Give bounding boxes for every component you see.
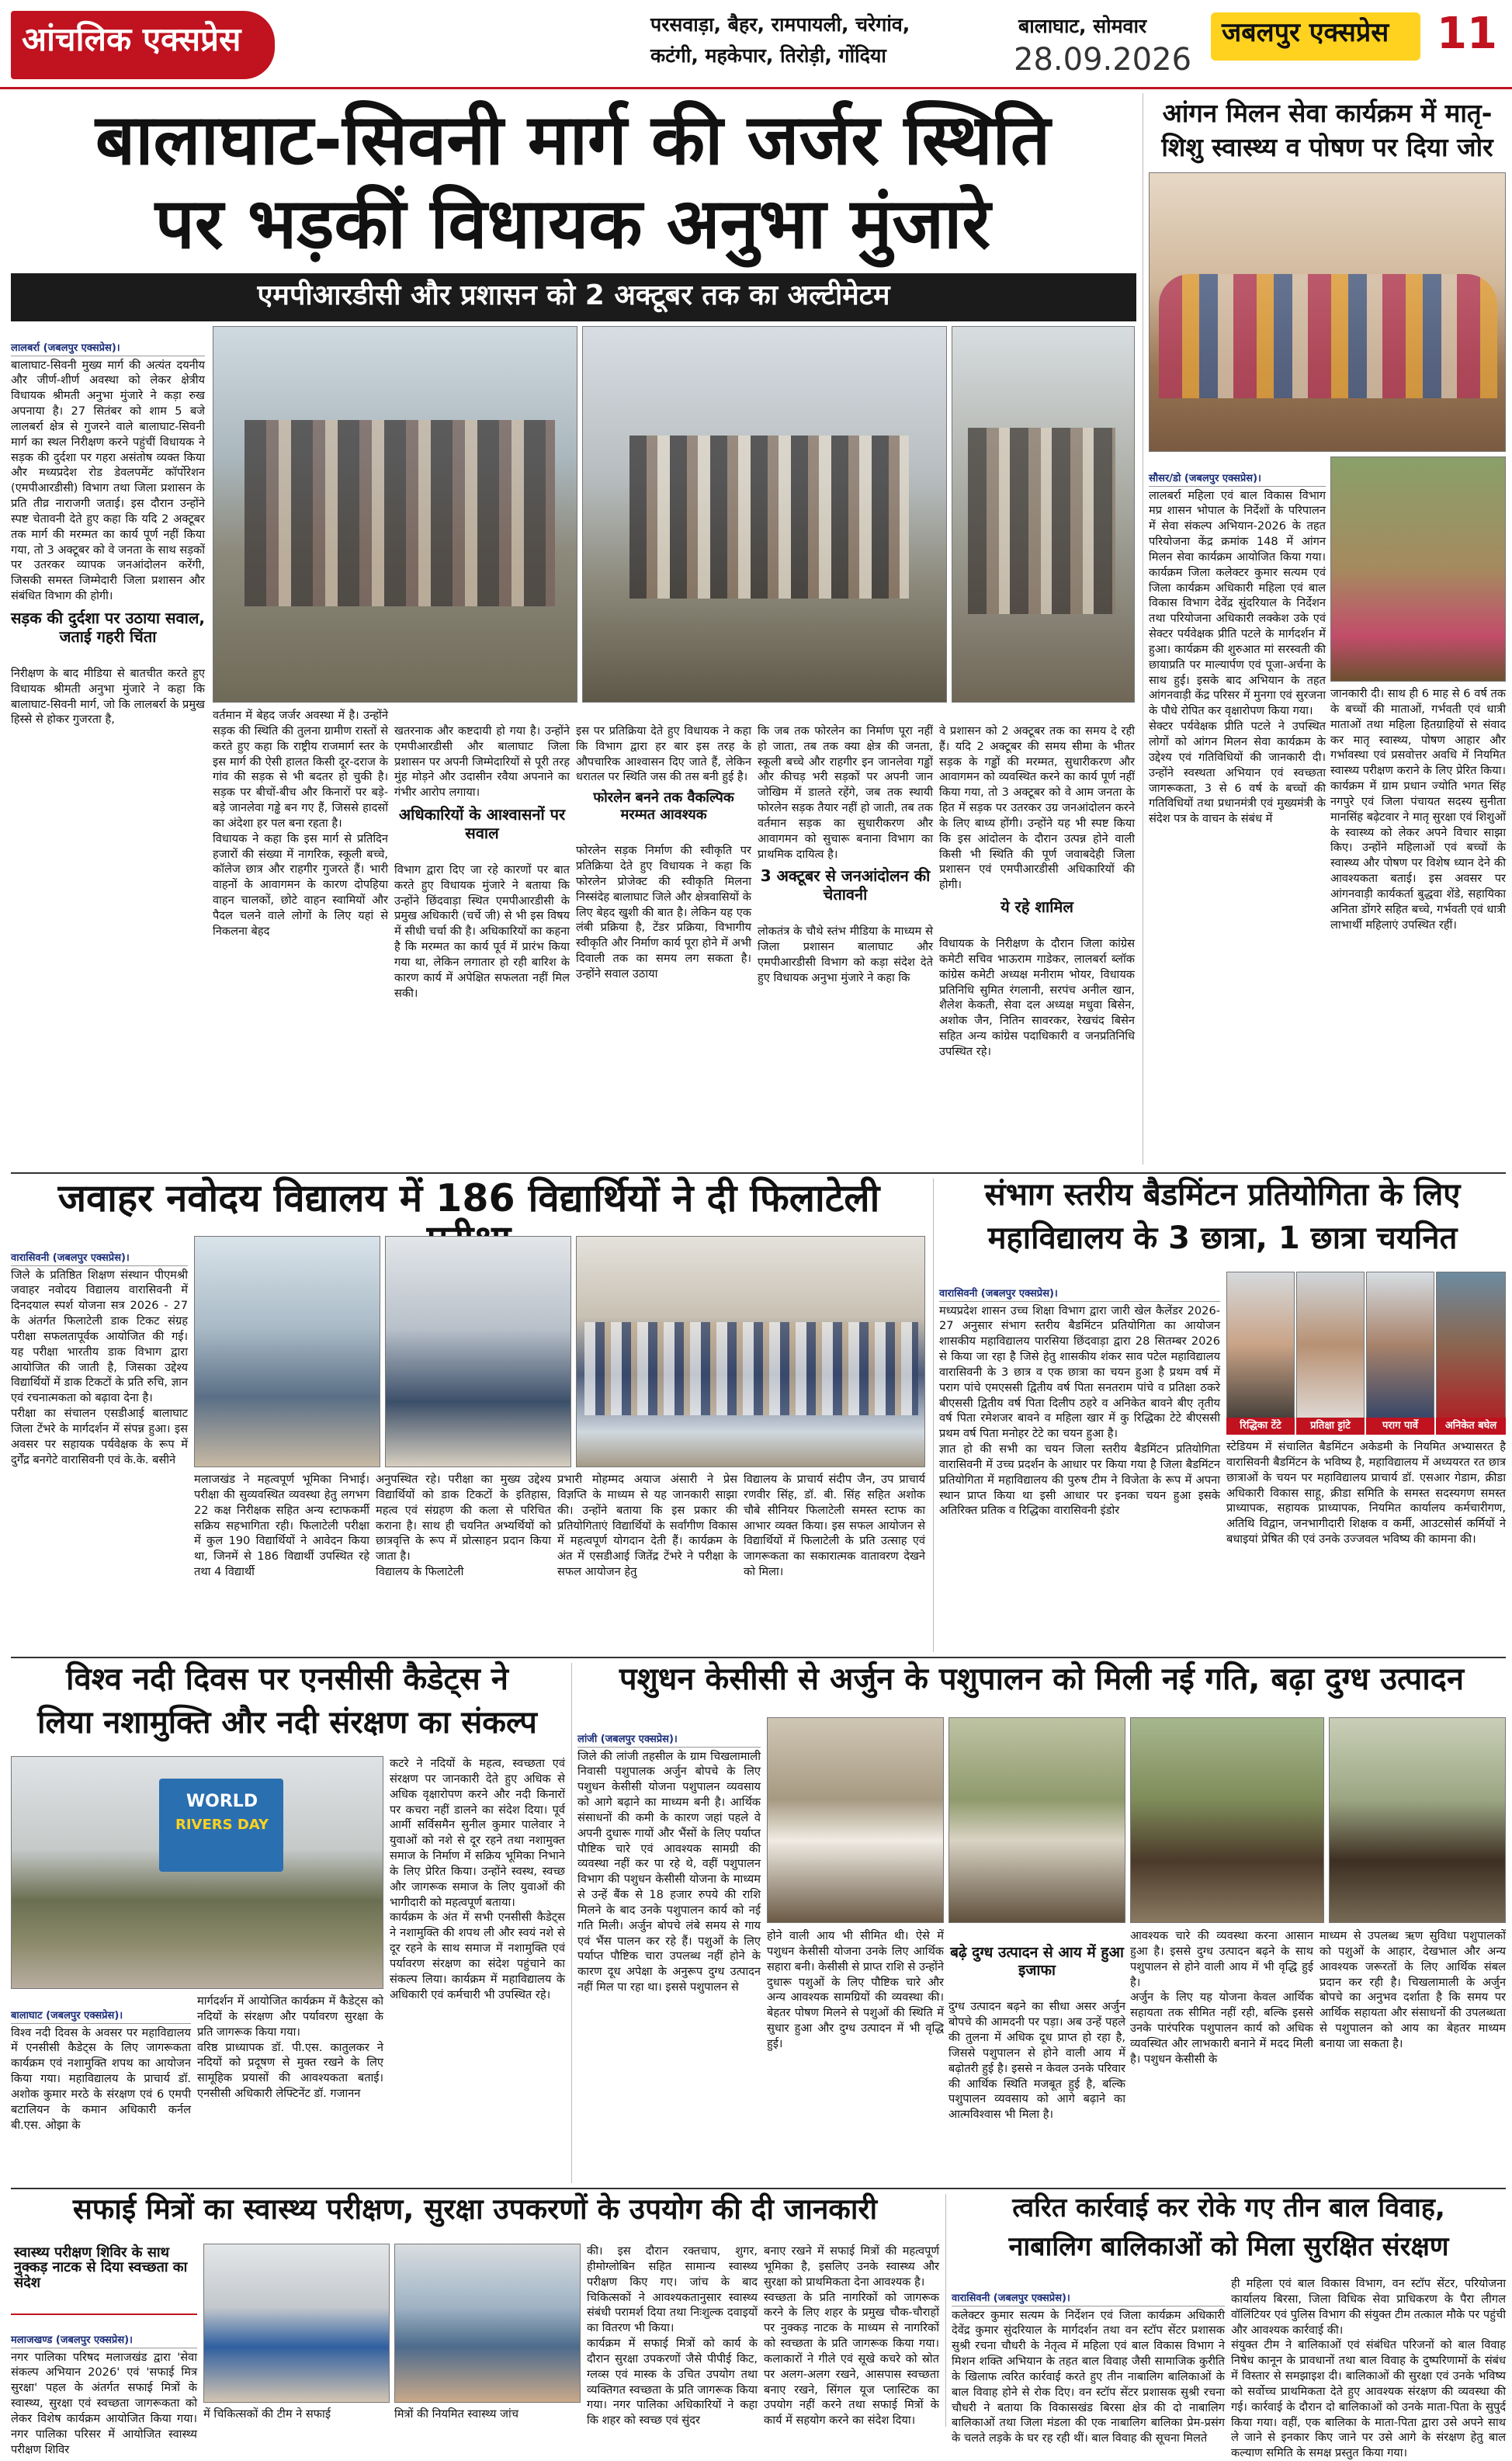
photo-road-inspection-1 <box>213 326 577 703</box>
livestock-col-5: माध्यम से उपलब्ध ऋण सुविधा पशुपालकों को पशुओं के आहार, देखभाल और अन्य आवश्यक जरूरतों के लिए आर्थिक संबल प्रदान कर रही है। चिखलामाली के अर्जुन बोपचे का अनुभव दर्शाता है कि समय पर आर्थिक सहायता और संसाधनों की उपलब्धता से पशुपालन को आय का बेहतर माध्यम बनाया जा सकता है। <box>1320 1929 1506 2050</box>
livestock-text-3: दुग्ध उत्पादन बढ़ने का सीधा असर अर्जुन बोपचे की आमदनी पर पड़ा। अब उन्हें पहले की तुलना में अधिक दूध प्राप्त हो रहा है, जिससे पशुपालन से होने वाली आय में बढ़ोतरी हुई है। इससे न केवल उनके परिवार की आर्थिक स्थिति मजबूत हुई है, बल्कि पशुपालन व्यवसाय को आगे बढ़ाने का आत्मविश्वास भी मिला है। <box>948 2000 1125 2122</box>
lead-text-5a: कि जब तक फोरलेन का निर्माण पूरा नहीं हो जाता, तब तक क्या क्षेत्र की जनता, स्कूली बच्चे और राहगीर इन जानलेवा गड्ढों और कीचड़ भरी सड़कों पर अपनी जान जोखिम में डालते रहेंगे, जब तक स्थायी फोरलेन सड़क तैयार नहीं हो जाती, तब तक वर्तमान सड़क का सुधारीकरण और आवागमन को सुचारू बनाना विभाग का प्राथमिक दायित्व है। <box>758 724 933 861</box>
photo-ncc-cadets <box>11 1756 383 1989</box>
caption-player-4: अनिकेत बघेल <box>1436 1418 1506 1435</box>
lead-text-1a: बालाघाट-सिवनी मुख्य मार्ग की अत्यंत दयनीय और जीर्ण-शीर्ण अवस्था को लेकर क्षेत्रीय विधायक श्रीमती अनुभा मुंजारे ने कड़ा रुख अपनाया है। 27 सितंबर को शाम 5 बजे लालबर्रा क्षेत्र से गुजरने वाले बालाघाट-सिवनी मार्ग का स्थल निरीक्षण करने पहुंचीं विधायक ने सड़क की दुर्दशा पर गहरा असंतोष व्यक्त किया और मध्यप्रदेश रोड डेवलपमेंट कॉर्पोरेशन (एमपीआरडीसी) विभाग तथा जिला प्रशासन के प्रति तीव्र नाराजगी जताई। इस दौरान उन्होंने स्पष्ट चेतावनी देते हुए कहा कि यदि 2 अक्टूबर तक मार्ग की मरम्मत का कार्य पूर्ण नहीं किया गया, तो 3 अक्टूबर को वे जनता के साथ सड़कों पर उतरकर व्यापक जनआंदोलन करेंगी, जिसकी समस्त जिम्मेदारी जिला प्रशासन और संबंधित विभाग की होगी। <box>11 358 205 603</box>
ncc-col-3: मार्गदर्शन में आयोजित कार्यक्रम में कैडेट्स को नदियों के संरक्षण और पर्यावरण सुरक्षा के प्रति जागरूक किया गया। वरिष्ठ प्राध्यापक डॉ. पी.एस. कातुलकर ने नदियों को प्रदूषण से मुक्त रखने के लिए सामूहिक प्रयासों की आवश्यकता बताई। एनसीसी अधिकारी लेफ्टिनेंट डॉ. गजानन <box>197 1994 383 2101</box>
dateline: लालबर्रा (जबलपुर एक्सप्रेस)। <box>11 342 205 356</box>
navodaya-col-2: मलाजखंड ने महत्वपूर्ण भूमिका निभाई। परीक्षा की सुव्यवस्थित व्यवस्था हेतु लगभग 22 कक्ष निरीक्षक सहित अन्य स्टाफकर्मी सक्रिय सहभागिता रही। फिलाटेली परीक्षा में कुल 190 विद्यार्थियों ने आवेदन किया था, जिनमें से 186 विद्यार्थी उपस्थित रहे तथा 4 विद्यार्थी <box>194 1473 369 1579</box>
child-marriage-headline-1: त्वरित कार्रवाई कर रोके गए तीन बाल विवाह, <box>1012 2192 1445 2223</box>
badminton-col-1 <box>939 1272 1220 1651</box>
anganwadi-col-1 <box>1149 456 1326 1167</box>
lead-crosshead-3: फोरलेन बनने तक वैकल्पिक मरम्मत आवश्यक <box>593 790 734 823</box>
lead-text-6b: विधायक के निरीक्षण के दौरान जिला कांग्रेस कमेटी सचिव भाऊराम गाडेकर, लालबर्रा ब्लॉक कांग्रेस कमेटी अध्यक्ष मनीराम भोयर, विधायक प्रतिनिधि सुमित रंगलानी, सरपंच अनील खान, शैलेश केकती, सेवा दल अध्यक्ष मधुवा बिसेन, अशोक जैन, नितिन सावरकर, रेखचंद बिसेन सहित अन्य कांग्रेस पदाधिकारी व जनप्रतिनिधि उपस्थित रहे। <box>939 936 1135 1058</box>
dateline: बालाघाट (जबलपुर एक्सप्रेस)। <box>11 2009 191 2024</box>
badminton-headline-2: महाविद्यालय के 3 छात्रा, 1 छात्रा चयनित <box>987 1220 1458 1256</box>
livestock-crosshead: बढ़े दुग्ध उत्पादन से आय में हुआ इजाफा <box>950 1943 1124 1979</box>
ncc-col-1: कटरे ने नदियों के महत्व, स्वच्छता एवं संरक्षण पर जानकारी देते हुए अधिक से अधिक वृक्षारोपण करने और नदी किनारों पर कचरा नहीं डालने का संदेश दिया। पूर्व आर्मी सर्विसमैन सुनील कुमार पालेवार ने युवाओं को नशे से दूर रहने तथा नशामुक्त समाज के निर्माण में सक्रिय भूमिका निभाने के लिए प्रेरित किया। उन्होंने स्वस्थ, स्वच्छ और जागरूक समाज के लिए युवाओं की भागीदारी को महत्वपूर्ण बताया। कार्यक्रम के अंत में सभी एनसीसी कैडेट्स ने नशामुक्ति की शपथ ली और स्वयं नशे से दूर रहने के साथ समाज में नशामुक्ति एवं पर्यावरण संरक्षण का संदेश पहुंचाने का संकल्प लिया। कार्यक्रम में महाविद्यालय के अधिकारी एवं कर्मचारी भी उपस्थित रहे। <box>390 1757 565 2001</box>
badminton-text-1: मध्यप्रदेश शासन उच्च शिक्षा विभाग द्वारा जारी खेल कैलेंडर 2026-27 अनुसार संभाग स्तरीय बैडमिंटन प्रतियोगिता का आयोजन शासकीय महाविद्यालय पारसिया छिंदवाड़ा द्वारा 28 सितम्बर 2026 से किया जा रहा है जिसे हेतु शासकीय शंकर साव पटेल महाविद्यालय वारासिवनी के 3 छात्र व एक छात्रा का चयन हुआ है प्रथम वर्ष में पराग पांचे एमएससी द्वितीय वर्ष पिता सनतराम पांचे व प्रतिक्षा ठकरे बीएससी द्वितीय वर्ष पिता दिलीप ठहरे व अनिकेत बावने बीए तृतीय वर्ष पिता रमेशजर बावने व महिला खार में कु रिद्धिका टेटे बीएससी प्रथम वर्ष पिता मनोहर टेटे का चयन हुआ है। ज्ञात हो की सभी का चयन जिला स्तरीय बैडमिंटन प्रतियोगिता वारासिवनी में उच्च प्रदर्शन के आधार पर किया गया है जिला बैडमिंटन प्रतियोगिता में महाविद्यालय की पुरुष टीम ने विजेता के रूप में अपना स्थान प्राप्त किया था इसी आधार पर इनका चयन हुआ इसके अतिरिक्त प्रतिक व रिद्धिका वारासिवनी इंडोर <box>939 1303 1220 1518</box>
photo-player-parag <box>1366 1272 1434 1435</box>
dateline: लांजी (जबलपुर एक्सप्रेस)। <box>577 1733 761 1748</box>
lead-subhead: एमपीआरडीसी और प्रशासन को 2 अक्टूबर तक का अल्टीमेटम <box>257 279 890 311</box>
photo-cattle-4 <box>1329 1717 1506 1923</box>
place-day: बालाघाट, सोमवार <box>1018 15 1147 37</box>
lead-crosshead-4: 3 अक्टूबर से जनआंदोलन की चेतावनी <box>760 866 931 904</box>
child-marriage-headline-2: नाबालिग बालिकाओं को मिला सुरक्षित संरक्षण <box>1008 2231 1449 2262</box>
livestock-text-1: जिले की लांजी तहसील के ग्राम चिखलामाली निवासी पशुपालक अर्जुन बोपचे के लिए पशुधन केसीसी योजना पशुपालन व्यवसाय को आगे बढ़ाने का माध्यम बनी है। आर्थिक संसाधनों की कमी के कारण जहां पहले वे अपनी दुधारू गायों और भैंसों के लिए पर्याप्त पौष्टिक चारे एवं आवश्यक सामग्री की व्यवस्था नहीं कर पा रहे थे, वहीं पशुपालन विभाग की पशुधन केसीसी योजना के माध्यम से उन्हें बैंक से 18 हजार रुपये की राशि मिलने के बाद उनके पशुपालन कार्य को नई गति मिली। अर्जुन बोपचे लंबे समय से गाय एवं भैंस पालन कर रहे हैं। पशुओं के लिए पर्याप्त पौष्टिक चारा उपलब्ध नहीं होने के कारण दूध अपेक्षा के अनुरूप दुग्ध उत्पादन नहीं मिल पा रहा था। इससे पशुपालन से <box>577 1749 761 1994</box>
anganwadi-col-2: जानकारी दी। साथ ही 6 माह से 6 वर्ष तक के बच्चों की माताओं, गर्भवती एवं धात्री माताओं तथा महिला हितग्राहियों से संवाद कर मातृ स्वास्थ्य, पोषण आहार और गर्भावस्था एवं प्रसवोत्तर अवधि में नियमित स्वास्थ्य परीक्षण कराने के लिए प्रेरित किया। कार्यक्रम में ग्राम प्रधान ज्योति भगत सिंह नगपुरे एवं जिला पंचायत सदस्य सुनीता मानसिंह बढ़ेटवार ने मातृ सुरक्षा एवं शिशुओं के स्वास्थ्य को लेकर अपने विचार साझा किए। उन्होंने महिलाओं एवं बच्चों के स्वास्थ्य और पोषण पर विशेष ध्यान देने की आवश्यकता बताई। इस अवसर पर आंगनवाड़ी कार्यकर्ता बुद्धवा शेंडे, सहायिका अनिता डोंगरे सहित बच्चे, गर्भवती एवं धात्री लाभार्थी महिलाएं उपस्थित रहीं। <box>1330 687 1506 932</box>
lead-crosshead-5: ये रहे शामिल <box>1000 897 1073 917</box>
areas-line-2: कटंगी, महकेपार, तिरोड़ी, गोंदिया <box>650 44 886 67</box>
lead-headline-1: बालाघाट-सिवनी मार्ग की जर्जर स्थिति <box>95 99 1051 181</box>
sanitation-col-3: मित्रों की नियमित स्वास्थ्य जांच <box>394 2407 518 2421</box>
photo-health-camp-2 <box>394 2244 581 2403</box>
badminton-headline-1: संभाग स्तरीय बैडमिंटन प्रतियोगिता के लिए <box>984 1177 1461 1213</box>
sanitation-headline: सफाई मित्रों का स्वास्थ्य परीक्षण, सुरक्षा उपकरणों के उपयोग की दी जानकारी <box>72 2192 878 2226</box>
divider <box>933 1178 934 1652</box>
photo-exam-hall-1 <box>194 1236 380 1467</box>
navodaya-headline: जवाहर नवोदय विद्यालय में 186 विद्यार्थियों ने दी फिलाटेली <box>57 1176 880 1220</box>
lead-text-4b: फोरलेन सड़क निर्माण की स्वीकृति पर प्रतिक्रिया देते हुए विधायक ने कहा कि फोरलेन प्रोजेक्ट की स्वीकृति मिलना निस्संदेह बालाघाट जिले और क्षेत्रवासियों के लिए बेहद खुशी की बात है। लेकिन यह एक लंबी प्रक्रिया है, टेंडर प्रक्रिया, विभागीय स्वीकृति और निर्माण कार्य पूरा होने में अभी दिवाली तक का समय लग सकता है। उन्होंने सवाल उठाया <box>576 844 751 981</box>
poster-text-top: WORLD <box>186 1792 258 1811</box>
photo-road-inspection-3 <box>952 326 1135 703</box>
photo-cattle-1 <box>767 1717 944 1923</box>
livestock-col-3 <box>948 1928 1125 2183</box>
section-title: आंचलिक एक्सप्रेस <box>22 20 241 58</box>
navodaya-col-4: प्रभारी मोहम्मद अयाज अंसारी ने प्रेस विज्ञप्ति के माध्यम से यह जानकारी साझा की। उन्होंने बताया कि इस प्रकार की प्रतियोगिताएं विद्यार्थियों के सर्वांगीण विकास में महत्वपूर्ण योगदान देती हैं। कार्यक्रम के अंत में एसडीआई जितेंद्र टेंभरे ने परीक्षा के सफल आयोजन हेतु <box>557 1473 737 1579</box>
livestock-col-1 <box>577 1717 761 2183</box>
lead-headline-2: पर भड़कीं विधायक अनुभा मुंजारे <box>154 183 991 265</box>
photo-students-group <box>576 1236 925 1467</box>
lead-crosshead-1: सड़क की दुर्दशा पर उठाया सवाल, जताई गहरी चिंता <box>11 609 206 647</box>
divider <box>11 2188 1506 2189</box>
sanitation-col-4: की। इस दौरान रक्तचाप, शुगर, हीमोग्लोबिन सहित सामान्य स्वास्थ्य परीक्षण किए गए। जांच के बाद चिकित्सकों ने आवश्यकतानुसार स्वास्थ्य संबंधी परामर्श दिया तथा निःशुल्क दवाइयों का वितरण भी किया। कार्यक्रम में सफाई मित्रों को कार्य के दौरान सुरक्षा उपकरणों जैसे पीपीई किट, ग्लव्स एवं मास्क के उचित उपयोग तथा व्यक्तिगत स्वच्छता के प्रति जागरूक किया गया। नगर पालिका अधिकारियों ने कहा कि शहर को स्वच्छ एवं सुंदर <box>587 2244 758 2428</box>
caption-player-3: पराग पार्वे <box>1366 1418 1434 1435</box>
sanitation-col-1 <box>11 2318 197 2456</box>
livestock-col-4: आवश्यक चारे की व्यवस्था करना आसान हुआ है। इससे दुग्ध उत्पादन बढ़ने के साथ पशुपालन से होने वाली आय में भी वृद्धि हुई है। अर्जुन के लिए यह योजना केवल आर्थिक सहायता तक सीमित नहीं रही, बल्कि इससे उनके पारंपरिक पशुपालन कार्य को अधिक व्यवस्थित और लाभकारी बनाने में मदद मिली है। पशुधन केसीसी के <box>1130 1929 1313 2066</box>
divider <box>571 1663 572 2183</box>
lead-text-5b: लोकतंत्र के चौथे स्तंभ मीडिया के माध्यम से जिला प्रशासन बालाघाट और एमपीआरडीसी विभाग को कड़ा संदेश देते हुए विधायक अनुभा मुंजारे ने कहा कि <box>758 925 933 984</box>
lead-col-1 <box>11 326 205 1161</box>
poster-text-mid: RIVERS DAY <box>175 1817 269 1833</box>
sanitation-text-1: नगर पालिका परिषद मलाजखंड द्वारा 'सेवा संकल्प अभियान 2026' एवं 'सफाई मित्र सुरक्षा' पहल के अंतर्गत सफाई मित्रों के स्वास्थ्य, सुरक्षा एवं स्वच्छता जागरूकता को लेकर विशेष कार्यक्रम आयोजित किया गया। नगर पालिका परिसर में आयोजित स्वास्थ्य परीक्षण शिविर <box>11 2350 197 2456</box>
issue-date: 28.09.2026 <box>1014 42 1192 78</box>
livestock-col-2: होने वाली आय भी सीमित थी। ऐसे में पशुधन केसीसी योजना उनके लिए आर्थिक सहारा बनी। केसीसी से प्राप्त राशि से उन्होंने दुधारू पशुओं के लिए पौष्टिक चारे और अन्य आवश्यक सामग्रियों की व्यवस्था की। बेहतर पोषण मिलने से पशुओं की स्थिति में सुधार हुआ और दुग्ध उत्पादन में भी वृद्धि हुई। <box>767 1929 944 2050</box>
lead-text-6a: वे प्रशासन को 2 अक्टूबर तक का समय दे रही हैं। यदि 2 अक्टूबर की समय सीमा के भीतर सड़क के गड्ढों की मरम्मत, सुधारीकरण और आवागमन को व्यवस्थित करने का कार्य पूर्ण नहीं किया गया, तो 3 अक्टूबर को वे आम जनता के हित में सड़क पर उतरकर उग्र जनआंदोलन करने के लिए बाध्य होंगी। उन्होंने यह भी स्पष्ट किया कि इस आंदोलन के दौरान उत्पन्न होने वाली किसी भी स्थिति की पूर्ण जवाबदेही जिला प्रशासन एवं एमपीआरडीसी अधिकारियों की होगी। <box>939 724 1135 892</box>
photo-player-pratiksha <box>1296 1272 1365 1435</box>
photo-anganwadi-group <box>1149 172 1506 452</box>
lead-col-4 <box>576 708 751 1162</box>
child-marriage-text-1: कलेक्टर कुमार सत्यम के निर्देशन एवं जिला कार्यक्रम अधिकारी देवेंद्र कुमार सुंदरियाल के मार्गदर्शन तथा वन स्टॉप सेंटर प्रशासक सुश्री रचना चौधरी के नेतृत्व में महिला एवं बाल विकास विभाग ने मिशन शक्ति अभियान के तहत बाल विवाह जैसी सामाजिक कुरीति के खिलाफ त्वरित कार्रवाई करते हुए तीन नाबालिग बालिकाओं के बाल विवाह होने से रोक दिए। वन स्टॉप सेंटर प्रशासक सुश्री रचना चौधरी ने बताया कि विकासखंड बिरसा क्षेत्र की दो नाबालिग बालिकाओं तथा जिला मंडला की एक नाबालिग बालिका प्रेम-प्रसंग के चलते लड़के के घर रह रही थीं। बाल विवाह की सूचना मिलते <box>952 2308 1225 2445</box>
photo-player-riddhika <box>1226 1272 1295 1435</box>
child-marriage-col-1 <box>952 2276 1225 2445</box>
dateline: मलाजखण्ड (जबलपुर एक्सप्रेस)। <box>11 2334 197 2348</box>
photo-health-camp-1 <box>203 2244 390 2403</box>
lead-text-3a: खतरनाक और कष्टदायी हो गया है। उन्होंने एमपीआरडीसी और बालाघाट जिला प्रशासन पर अपनी जिम्मेदारियों से पूरी तरह मुंह मोड़ने और उदासीन रवैया अपनाने का गंभीर आरोप लगाया। <box>394 724 570 800</box>
photo-exam-hall-2 <box>385 1236 571 1467</box>
lead-text-1b: निरीक्षण के बाद मीडिया से बातचीत करते हुए विधायक श्रीमती अनुभा मुंजारे ने कहा कि बालाघाट-सिवनी मार्ग, जो कि लालबर्रा के प्रमुख हिस्से से होकर गुजरता है, <box>11 666 205 727</box>
lead-col-5 <box>758 708 933 1162</box>
sanitation-col-2: में चिकित्सकों की टीम ने सफाई <box>203 2407 331 2421</box>
lead-col-3 <box>394 708 570 1162</box>
ncc-headline-1: विश्व नदी दिवस पर एनसीसी कैडेट्स ने <box>66 1661 508 1697</box>
sanitation-sidehead: स्वास्थ्य परीक्षण शिविर के साथ नुक्कड़ नाटक से दिया स्वच्छता का संदेश <box>14 2244 188 2291</box>
navodaya-col-1 <box>11 1236 188 1647</box>
paper-name: जबलपुर एक्सप्रेस <box>1222 17 1389 48</box>
anganwadi-headline-2: शिशु स्वास्थ्य व पोषण पर दिया जोर <box>1161 132 1493 162</box>
masthead <box>0 0 1512 89</box>
lead-col-6 <box>939 708 1135 1162</box>
photo-road-inspection-2 <box>582 326 947 703</box>
badminton-col-2: स्टेडियम में संचालित बैडमिंटन अकेडमी के नियमित अभ्यासरत है वारासिवनी बैडमिंटन के भविष्य है, महाविद्यालय में अध्ययरत रत छात्र छात्राओं के चयन पर महाविद्यालय प्राचार्य डॉ. एसआर गेडाम, क्रीडा अधिकारी विकास साहू, क्रीडा समिति के समस्त सदस्यगण समस्त प्राध्यापक, सहायक प्राध्यापक, नियमित कार्यालय कर्मचारीगण, अतिथि विद्वान, जनभागीदारी शिक्षक व कर्मी, आउटसोर्स कर्मियों ने बधाइयां प्रेषित की एवं उनके उज्जवल भविष्य की कामना की। <box>1226 1440 1506 1546</box>
child-marriage-col-2: ही महिला एवं बाल विकास विभाग, वन स्टॉप सेंटर, परियोजना कार्यालय बिरसा, जिला विधिक सेवा प्राधिकरण के पैरा लीगल वॉलिंटियर एवं पुलिस विभाग की संयुक्त टीम तत्काल मौके पर पहुंची और आवश्यक कार्रवाई की। संयुक्त टीम ने बालिकाओं एवं संबंधित परिजनों को बाल विवाह निषेध कानून के प्रावधानों तथा बाल विवाह के दुष्परिणामों के संबंध में विस्तार से समझाइश दी। बालिकाओं की सुरक्षा एवं उनके भविष्य को सर्वोच्च प्राथमिकता देते हुए आवश्यक संरक्षण की व्यवस्था की गई। कार्रवाई के दौरान दो बालिकाओं को उनके माता-पिता के सुपुर्द किया गया। वहीं, एक बालिका के माता-पिता द्वारा उसे अपने साथ ले जाने से इनकार किए जाने पर उसे आगे के संरक्षण हेतु बाल कल्याण समिति के समक्ष प्रस्तुत किया गया। <box>1231 2277 1506 2460</box>
navodaya-col-3: अनुपस्थित रहे। परीक्षा का मुख्य उद्देश्य विद्यार्थियों को डाक टिकटों के इतिहास, महत्व एवं संग्रहण की कला से परिचित कराना है। साथ ही चयनित अभ्यर्थियों को छात्रवृत्ति के रूप में प्रोत्साहन प्रदान किया जाता है। विद्यालय के फिलाटेली <box>376 1473 551 1579</box>
dateline: वारासिवनी (जबलपुर एक्सप्रेस)। <box>952 2292 1225 2307</box>
ncc-headline-2: लिया नशामुक्ति और नदी संरक्षण का संकल्प <box>37 1705 537 1741</box>
anganwadi-headline-1: आंगन मिलन सेवा कार्यक्रम में मातृ- <box>1162 98 1493 128</box>
caption-player-2: प्रतिक्षा ट्टांटे <box>1296 1418 1365 1435</box>
dateline: वारासिवनी (जबलपुर एक्सप्रेस)। <box>11 1251 188 1266</box>
anganwadi-text-1: लालबर्रा महिला एवं बाल विकास विभाग मप्र शासन भोपाल के निर्देशों के परिपालन में सेवा संकल्प अभियान-2026 के तहत परियोजना केंद्र क्रमांक 148 में आंगन मिलन सेवा कार्यक्रम आयोजित किया गया। कार्यक्रम जिला कलेक्टर कुमार सत्यम एवं जिला कार्यक्रम अधिकारी महिला एवं बाल विकास विभाग देवेंद्र सुंदरियाल के निर्देशन तथा परियोजना अधिकारी लक्केश उके एवं सेक्टर पर्यवेक्षक प्रीति पटले के मार्गदर्शन में हुआ। कार्यक्रम की शुरुआत मां सरस्वती की छायाप्रति पर माल्यार्पण एवं पूजा-अर्चना के साथ हुई। इसके बाद अभियान के तहत आंगनवाड़ी केंद्र परिसर में मुनगा एवं सुरजना के पौधे रोपित कर वृक्षारोपण किया गया। सेक्टर पर्यवेक्षक प्रीति पटले ने उपस्थित लोगों को आंगन मिलन सेवा कार्यक्रम के उद्देश्य एवं गतिविधियों की जानकारी दी। उन्होंने स्वस्थता अभियान एवं स्वच्छता जागरूकता, 3 से 6 वर्ष के बच्चों की गतिविधियों तथा प्रधानमंत्री एवं मुख्यमंत्री के संदेश पत्र के वाचन के संबंध में <box>1149 488 1326 826</box>
lead-text-4a: इस पर प्रतिक्रिया देते हुए विधायक ने कहा कि विभाग द्वारा हर बार इस तरह के औपचारिक आश्वासन दिए जाते हैं, लेकिन धरातल पर स्थिति जस की तस बनी हुई है। <box>576 724 751 784</box>
lead-crosshead-2: अधिकारियों के आश्वासनों पर सवाल <box>398 805 566 843</box>
areas-line-1: परसवाड़ा, बैहर, रामपायली, चरेगांव, <box>650 13 910 36</box>
divider <box>945 2194 946 2427</box>
ncc-text-2: विश्व नदी दिवस के अवसर पर महाविद्यालय में एनसीसी कैडेट्स के लिए जागरूकता कार्यक्रम एवं नशामुक्ति शपथ का आयोजन किया गया। महाविद्यालय के प्राचार्य डॉ. अशोक कुमार मरठे के संरक्षण एवं 6 एमपी बटालियन के कमान अधिकारी कर्नल बी.एस. ओझा के <box>11 2025 191 2132</box>
divider <box>11 1657 1506 1658</box>
divider <box>11 1172 1506 1174</box>
livestock-headline: पशुधन केसीसी से अर्जुन के पशुपालन को मिली नई गति, बढ़ा दुग्ध उत्पादन <box>619 1661 1465 1697</box>
caption-player-1: रिद्धिका टेंटे <box>1226 1418 1295 1435</box>
photo-cattle-3 <box>1130 1717 1324 1923</box>
photo-cattle-2 <box>948 1717 1125 1923</box>
lead-text-3b: विभाग द्वारा दिए जा रहे कारणों पर बात करते हुए विधायक मुंजारे ने बताया कि उन्होंने छिंदवाड़ा स्थित एमपीआरडीसी के प्रमुख अधिकारी (चर्चे जी) से भी इस विषय में सीधी चर्चा की है। अधिकारियों का कहना है कि मरम्मत का कार्य पूर्व में प्रारंभ किया गया था, लेकिन लगातार हो रही बारिश के कारण कार्य में अपेक्षित सफलता नहीं मिल सकी। <box>394 863 570 1000</box>
sanitation-col-5: बनाए रखने में सफाई मित्रों की महत्वपूर्ण भूमिका है, इसलिए उनके स्वास्थ्य और सुरक्षा को प्राथमिकता देना आवश्यक है। स्वच्छता के प्रति नागरिकों को जागरूक करने के लिए शहर के प्रमुख चौक-चौराहों पर नुक्कड़ नाटक के माध्यम से नागरिकों को स्वच्छता के प्रति जागरूक किया गया। कलाकारों ने गीले एवं सूखे कचरे को स्रोत पर अलग-अलग रखने, आसपास स्वच्छता बनाए रखने, सिंगल यूज प्लास्टिक का उपयोग नहीं करने तथा सफाई मित्रों के कार्य में सहयोग करने का संदेश दिया। <box>764 2244 939 2428</box>
dateline: वारासिवनी (जबलपुर एक्सप्रेस)। <box>939 1287 1220 1302</box>
navodaya-col-5: विद्यालय के प्राचार्य संदीप जैन, उप प्राचार्य रणवीर सिंह, डॉ. बी. सिंह सहित अशोक चौबे सीनियर फिलाटेली समस्त स्टाफ का आभार व्यक्त किया। इस सफल आयोजन से विद्यार्थियों में फिलाटेली के प्रति उत्साह एवं जागरूकता का सकारात्मक वातावरण देखने को मिला। <box>744 1473 925 1579</box>
page-number: 11 <box>1437 9 1497 59</box>
navodaya-text-1: जिले के प्रतिष्ठित शिक्षण संस्थान पीएमश्री जवाहर नवोदय विद्यालय वारासिवनी में दिनदयाल स्पर्श योजना सत्र 2026 - 27 के अंतर्गत फिलाटेली डाक टिकट संग्रह परीक्षा सफलतापूर्वक आयोजित की गई। यह परीक्षा भारतीय डाक विभाग द्वारा आयोजित की जाती है, जिसका उद्देश्य विद्यार्थियों में डाक टिकटों के प्रति रुचि, ज्ञान एवं रचनात्मकता को बढ़ावा देना है। परीक्षा का संचालन एसडीआई बालाघाट जिला टेंभरे के मार्गदर्शन में संपन्न हुआ। इस अवसर पर सहायक पर्यवेक्षक के रूप में दुर्गेंद्र बनगेटे वारासिवनी एवं के.के. बसीने <box>11 1268 188 1467</box>
photo-anganwadi-plantation <box>1330 456 1506 682</box>
lead-col-2: वर्तमान में बेहद जर्जर अवस्था में है। उन्होंने सड़क की स्थिति की तुलना ग्रामीण रास्तों से करते हुए कहा कि राष्ट्रीय राजमार्ग स्तर के इस मार्ग की ऐसी हालत किसी दूर-दराज के गांव की सड़क से भी बदतर हो चुकी है। सड़क पर बीचों-बीच और किनारों पर बड़े-बड़े जानलेवा गड्ढे बन गए हैं, जिससे हादसों का अंदेशा हर पल बना रहता है। विधायक ने कहा कि इस मार्ग से प्रतिदिन हजारों की संख्या में नागरिक, स्कूली बच्चे, कॉलेज छात्र और राहगीर गुजरते हैं। भारी वाहनों के आवागमन के कारण दोपहिया वाहन चालकों, छोटे वाहन स्वामियों और पैदल चलने वाले लोगों के लिए यहां से निकलना बेहद <box>213 709 388 938</box>
ncc-col-2 <box>11 1994 191 2182</box>
photo-player-aniket <box>1436 1272 1506 1435</box>
dateline: सौसर/डो (जबलपुर एक्सप्रेस)। <box>1149 472 1326 487</box>
